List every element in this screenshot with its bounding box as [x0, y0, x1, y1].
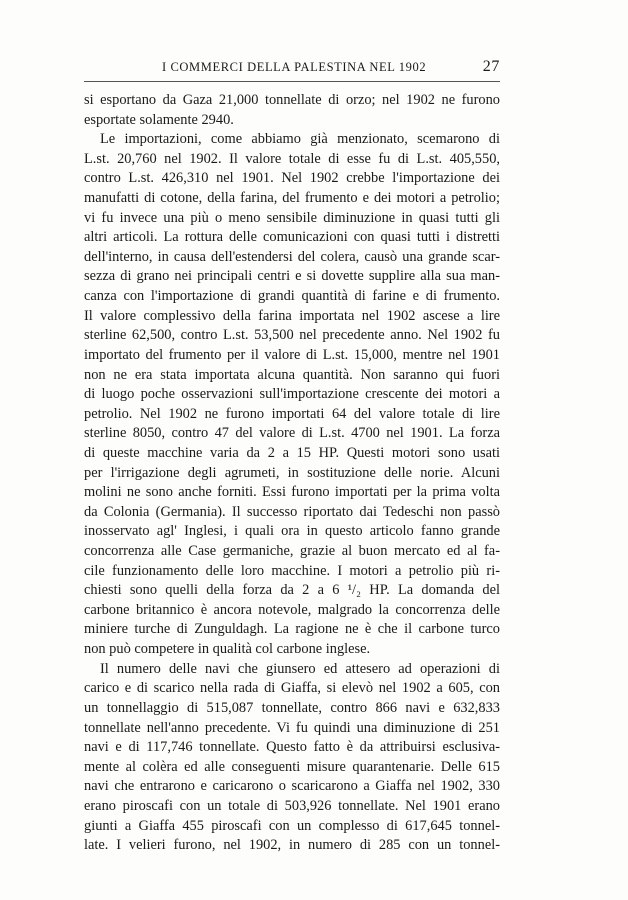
text-line: L.st. 20,760 nel 1902. Il valore totale di esse fu di L.st. 405,550,: [84, 150, 500, 167]
body-text: [84, 91, 500, 856]
text-line: mente al colèra ed alle conseguenti misure quarantenarie. Delle 615: [84, 758, 500, 775]
text-line: per l'irrigazione degli agrumeti, in sostituzione delle norie. Alcuni: [84, 464, 500, 481]
text-line: giunti a Giaffa 455 piroscafi con un complesso di 617,645 tonnel-: [84, 817, 500, 834]
text-line: un tonnellaggio di 515,087 tonnellate, contro 866 navi e 632,833: [84, 699, 500, 716]
header-rule: [84, 81, 500, 82]
page-number: 27: [482, 58, 500, 75]
text-line: late. I velieri furono, nel 1902, in numero di 285 con un tonnel-: [84, 837, 500, 854]
text-line: da Colonia (Germania). Il successo riportato dai Tedeschi non passò: [84, 503, 500, 520]
text-line: contro L.st. 426,310 nel 1901. Nel 1902 crebbe l'importazione dei: [84, 170, 500, 187]
text-line: sterline 8050, contro 47 del valore di L.st. 4700 nel 1901. La forza: [84, 425, 500, 442]
text-line: non può competere in qualità col carbone inglese.: [84, 641, 371, 658]
text-line: Le importazioni, come abbiamo già menzionato, scemarono di: [100, 131, 500, 148]
text-line: miniere turche di Zunguldagh. La ragione ne è che il carbone turco: [84, 621, 500, 638]
text-line: manufatti di cotone, della farina, del frumento e dei motori a petrolio;: [84, 190, 500, 207]
text-line: Il valore complessivo della farina importata nel 1902 ascese a lire: [84, 307, 500, 324]
text-line: vi fu invece una più o meno sensibile diminuzione in quasi tutti gli: [84, 209, 500, 226]
running-title: I COMMERCI DELLA PALESTINA NEL 1902: [162, 60, 427, 74]
text-line: Il numero delle navi che giunsero ed attesero ad operazioni di: [100, 660, 500, 677]
text-line: importato del frumento per il valore di L.st. 15,000, mentre nel 1901: [84, 346, 500, 363]
text-line: esportate solamente 2940.: [84, 111, 234, 128]
text-line: di queste macchine varia da 2 a 15 HP. Questi motori sono usati: [84, 444, 500, 461]
text-line: concorrenza alle Case germaniche, grazie al buon mercato ed al fa-: [84, 543, 500, 560]
text-line: dell'interno, in causa dell'estendersi del colera, causò una grande scar-: [84, 248, 500, 265]
text-line: canza con l'importazione di grandi quantità di farine e di frumento.: [84, 288, 500, 305]
text-line: carico e di scarico nella rada di Giaffa, si elevò nel 1902 a 605, con: [84, 680, 500, 697]
text-line: altri articoli. La rottura delle comunicazioni con quasi tutti i distretti: [84, 229, 500, 246]
text-line: navi e di 117,746 tonnellate. Questo fatto è da attribuirsi esclusiva-: [84, 739, 500, 756]
text-line: chiesti sono quelli della forza da 2 a 6 ¹/₂ HP. La domanda del: [84, 582, 500, 599]
text-line: petrolio. Nel 1902 ne furono importati 64 del valore totale di lire: [84, 405, 500, 422]
text-line: molini ne sono anche forniti. Essi furono importati per la prima volta: [84, 484, 500, 501]
text-line: carbone britannico è ancora notevole, malgrado la concorrenza delle: [84, 601, 500, 618]
text-line: tonnellate nell'anno precedente. Vi fu quindi una diminuzione di 251: [84, 719, 500, 736]
text-line: sezza di grano nei principali centri e si dovette supplire alla sua man-: [84, 268, 500, 285]
text-line: sterline 62,500, contro L.st. 53,500 nel precedente anno. Nel 1902 fu: [84, 327, 500, 344]
text-line: navi che entrarono e caricarono o scaricarono a Giaffa nel 1902, 330: [84, 778, 500, 795]
running-header: [84, 58, 500, 78]
text-line: di luogo poche osservazioni sull'importazione crescente dei motori a: [84, 386, 500, 403]
text-line: si esportano da Gaza 21,000 tonnellate di orzo; nel 1902 ne furono: [84, 92, 500, 108]
text-line: cile funzionamento delle loro macchine. I motori a petrolio più ri-: [84, 562, 500, 579]
text-line: inosservato agl' Inglesi, i quali ora in questo articolo fanno grande: [84, 523, 500, 540]
text-line: erano piroscafi con un totale di 503,926 tonnellate. Nel 1901 erano: [84, 797, 500, 814]
text-line: non ne era stata importata alcuna quantità. Non saranno qui fuori: [84, 366, 500, 383]
